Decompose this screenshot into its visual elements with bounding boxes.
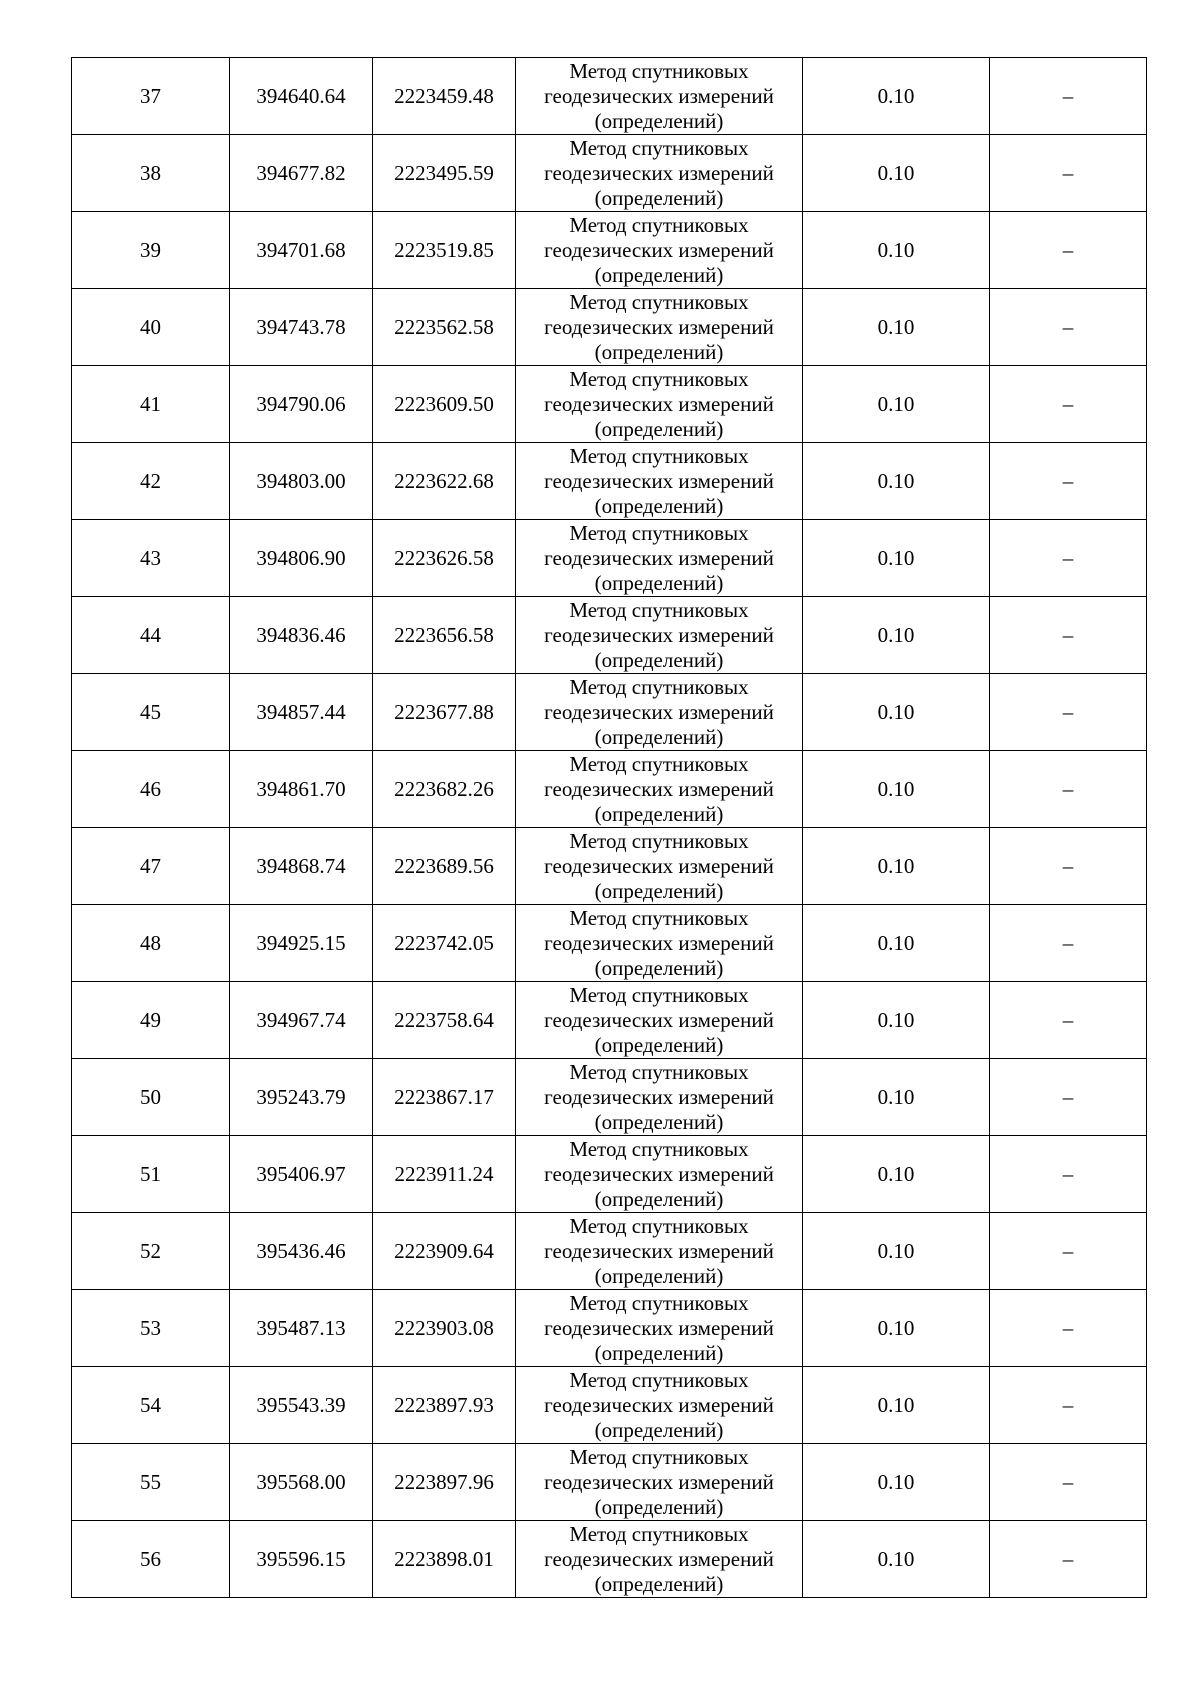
note-cell: – xyxy=(990,982,1147,1059)
method-text-line: Метод спутниковых xyxy=(569,828,749,853)
accuracy-cell: 0.10 xyxy=(803,1444,990,1521)
x-coordinate-cell: 394677.82 xyxy=(230,135,373,212)
y-coordinate-cell: 2223622.68 xyxy=(373,443,516,520)
y-coordinate-cell: 2223909.64 xyxy=(373,1213,516,1290)
method-text-line: геодезических измерений xyxy=(544,391,774,416)
method-text-line: геодезических измерений xyxy=(544,853,774,878)
method-text-line: геодезических измерений xyxy=(544,776,774,801)
method-text-line: Метод спутниковых xyxy=(569,366,749,391)
table-row xyxy=(72,1136,1147,1213)
method-text-line: (определений) xyxy=(594,493,724,518)
point-number-cell: 55 xyxy=(72,1444,230,1521)
method-cell xyxy=(516,520,803,597)
accuracy-cell: 0.10 xyxy=(803,1213,990,1290)
y-coordinate-cell: 2223626.58 xyxy=(373,520,516,597)
method-text-line: геодезических измерений xyxy=(544,468,774,493)
x-coordinate-cell: 395243.79 xyxy=(230,1059,373,1136)
method-text-line: геодезических измерений xyxy=(544,237,774,262)
point-number-cell: 37 xyxy=(72,58,230,135)
method-cell xyxy=(516,1367,803,1444)
table-row xyxy=(72,212,1147,289)
method-cell xyxy=(516,674,803,751)
x-coordinate-cell: 394861.70 xyxy=(230,751,373,828)
method-text-line: (определений) xyxy=(594,878,724,903)
accuracy-cell: 0.10 xyxy=(803,212,990,289)
y-coordinate-cell: 2223867.17 xyxy=(373,1059,516,1136)
method-text-line: (определений) xyxy=(594,108,724,133)
method-text-line: геодезических измерений xyxy=(544,930,774,955)
y-coordinate-cell: 2223897.93 xyxy=(373,1367,516,1444)
y-coordinate-cell: 2223459.48 xyxy=(373,58,516,135)
method-cell xyxy=(516,443,803,520)
accuracy-cell: 0.10 xyxy=(803,1136,990,1213)
method-cell xyxy=(516,1136,803,1213)
note-cell: – xyxy=(990,289,1147,366)
method-text-line: геодезических измерений xyxy=(544,622,774,647)
note-cell: – xyxy=(990,58,1147,135)
method-text-line: (определений) xyxy=(594,1571,724,1596)
x-coordinate-cell: 394806.90 xyxy=(230,520,373,597)
accuracy-cell: 0.10 xyxy=(803,905,990,982)
method-text-line: Метод спутниковых xyxy=(569,212,749,237)
point-number-cell: 49 xyxy=(72,982,230,1059)
method-text-line: Метод спутниковых xyxy=(569,1444,749,1469)
point-number-cell: 56 xyxy=(72,1521,230,1598)
method-text-line: геодезических измерений xyxy=(544,1392,774,1417)
x-coordinate-cell: 395406.97 xyxy=(230,1136,373,1213)
accuracy-cell: 0.10 xyxy=(803,828,990,905)
method-text-line: Метод спутниковых xyxy=(569,982,749,1007)
method-text-line: Метод спутниковых xyxy=(569,443,749,468)
table-row xyxy=(72,1367,1147,1444)
table-row xyxy=(72,982,1147,1059)
table-row xyxy=(72,520,1147,597)
point-number-cell: 51 xyxy=(72,1136,230,1213)
x-coordinate-cell: 395543.39 xyxy=(230,1367,373,1444)
accuracy-cell: 0.10 xyxy=(803,982,990,1059)
method-text-line: Метод спутниковых xyxy=(569,751,749,776)
note-cell: – xyxy=(990,135,1147,212)
point-number-cell: 54 xyxy=(72,1367,230,1444)
y-coordinate-cell: 2223758.64 xyxy=(373,982,516,1059)
y-coordinate-cell: 2223609.50 xyxy=(373,366,516,443)
note-cell: – xyxy=(990,1213,1147,1290)
accuracy-cell: 0.10 xyxy=(803,1059,990,1136)
method-cell xyxy=(516,905,803,982)
point-number-cell: 47 xyxy=(72,828,230,905)
method-cell xyxy=(516,289,803,366)
method-text-line: Метод спутниковых xyxy=(569,58,749,83)
table-row xyxy=(72,443,1147,520)
x-coordinate-cell: 394868.74 xyxy=(230,828,373,905)
coordinates-table-body xyxy=(72,58,1147,1598)
point-number-cell: 52 xyxy=(72,1213,230,1290)
point-number-cell: 39 xyxy=(72,212,230,289)
note-cell: – xyxy=(990,828,1147,905)
method-cell xyxy=(516,1521,803,1598)
method-cell xyxy=(516,828,803,905)
x-coordinate-cell: 395436.46 xyxy=(230,1213,373,1290)
method-cell xyxy=(516,366,803,443)
method-text-line: Метод спутниковых xyxy=(569,1521,749,1546)
method-text-line: (определений) xyxy=(594,416,724,441)
method-text-line: (определений) xyxy=(594,801,724,826)
method-text-line: (определений) xyxy=(594,570,724,595)
y-coordinate-cell: 2223742.05 xyxy=(373,905,516,982)
method-text-line: Метод спутниковых xyxy=(569,597,749,622)
x-coordinate-cell: 394925.15 xyxy=(230,905,373,982)
method-text-line: Метод спутниковых xyxy=(569,1367,749,1392)
table-row xyxy=(72,366,1147,443)
note-cell: – xyxy=(990,1367,1147,1444)
note-cell: – xyxy=(990,520,1147,597)
method-text-line: геодезических измерений xyxy=(544,1161,774,1186)
note-cell: – xyxy=(990,366,1147,443)
table-row xyxy=(72,1290,1147,1367)
method-text-line: геодезических измерений xyxy=(544,545,774,570)
method-cell xyxy=(516,597,803,674)
x-coordinate-cell: 394743.78 xyxy=(230,289,373,366)
method-text-line: (определений) xyxy=(594,339,724,364)
table-row xyxy=(72,674,1147,751)
note-cell: – xyxy=(990,212,1147,289)
method-text-line: геодезических измерений xyxy=(544,1238,774,1263)
method-text-line: Метод спутниковых xyxy=(569,289,749,314)
method-cell xyxy=(516,1213,803,1290)
y-coordinate-cell: 2223677.88 xyxy=(373,674,516,751)
point-number-cell: 44 xyxy=(72,597,230,674)
x-coordinate-cell: 394967.74 xyxy=(230,982,373,1059)
method-text-line: геодезических измерений xyxy=(544,1007,774,1032)
x-coordinate-cell: 394640.64 xyxy=(230,58,373,135)
method-cell xyxy=(516,58,803,135)
table-row xyxy=(72,289,1147,366)
method-text-line: (определений) xyxy=(594,1109,724,1134)
coordinates-table xyxy=(71,57,1147,1598)
method-cell xyxy=(516,751,803,828)
method-text-line: Метод спутниковых xyxy=(569,1290,749,1315)
method-text-line: геодезических измерений xyxy=(544,1546,774,1571)
note-cell: – xyxy=(990,1521,1147,1598)
method-text-line: геодезических измерений xyxy=(544,314,774,339)
method-cell xyxy=(516,212,803,289)
accuracy-cell: 0.10 xyxy=(803,1521,990,1598)
accuracy-cell: 0.10 xyxy=(803,520,990,597)
x-coordinate-cell: 394857.44 xyxy=(230,674,373,751)
point-number-cell: 41 xyxy=(72,366,230,443)
note-cell: – xyxy=(990,751,1147,828)
x-coordinate-cell: 394836.46 xyxy=(230,597,373,674)
method-text-line: геодезических измерений xyxy=(544,1469,774,1494)
x-coordinate-cell: 394803.00 xyxy=(230,443,373,520)
x-coordinate-cell: 395568.00 xyxy=(230,1444,373,1521)
method-text-line: Метод спутниковых xyxy=(569,520,749,545)
table-row xyxy=(72,1213,1147,1290)
method-text-line: (определений) xyxy=(594,1417,724,1442)
accuracy-cell: 0.10 xyxy=(803,1367,990,1444)
method-cell xyxy=(516,1444,803,1521)
method-text-line: (определений) xyxy=(594,1340,724,1365)
method-text-line: Метод спутниковых xyxy=(569,905,749,930)
method-text-line: геодезических измерений xyxy=(544,699,774,724)
method-text-line: Метод спутниковых xyxy=(569,1213,749,1238)
x-coordinate-cell: 394701.68 xyxy=(230,212,373,289)
method-text-line: геодезических измерений xyxy=(544,1315,774,1340)
note-cell: – xyxy=(990,597,1147,674)
method-text-line: (определений) xyxy=(594,1032,724,1057)
method-text-line: геодезических измерений xyxy=(544,83,774,108)
accuracy-cell: 0.10 xyxy=(803,135,990,212)
table-row xyxy=(72,905,1147,982)
x-coordinate-cell: 395596.15 xyxy=(230,1521,373,1598)
point-number-cell: 43 xyxy=(72,520,230,597)
note-cell: – xyxy=(990,674,1147,751)
y-coordinate-cell: 2223495.59 xyxy=(373,135,516,212)
accuracy-cell: 0.10 xyxy=(803,58,990,135)
table-row xyxy=(72,1059,1147,1136)
method-text-line: (определений) xyxy=(594,955,724,980)
x-coordinate-cell: 395487.13 xyxy=(230,1290,373,1367)
note-cell: – xyxy=(990,1290,1147,1367)
x-coordinate-cell: 394790.06 xyxy=(230,366,373,443)
table-row xyxy=(72,1444,1147,1521)
method-text-line: (определений) xyxy=(594,1494,724,1519)
accuracy-cell: 0.10 xyxy=(803,366,990,443)
accuracy-cell: 0.10 xyxy=(803,751,990,828)
method-cell xyxy=(516,1290,803,1367)
method-cell xyxy=(516,1059,803,1136)
method-text-line: (определений) xyxy=(594,1186,724,1211)
point-number-cell: 53 xyxy=(72,1290,230,1367)
point-number-cell: 38 xyxy=(72,135,230,212)
y-coordinate-cell: 2223562.58 xyxy=(373,289,516,366)
table-row xyxy=(72,828,1147,905)
point-number-cell: 46 xyxy=(72,751,230,828)
y-coordinate-cell: 2223682.26 xyxy=(373,751,516,828)
table-row xyxy=(72,597,1147,674)
method-text-line: геодезических измерений xyxy=(544,1084,774,1109)
accuracy-cell: 0.10 xyxy=(803,443,990,520)
note-cell: – xyxy=(990,1444,1147,1521)
note-cell: – xyxy=(990,443,1147,520)
point-number-cell: 48 xyxy=(72,905,230,982)
accuracy-cell: 0.10 xyxy=(803,674,990,751)
table-row xyxy=(72,135,1147,212)
method-text-line: (определений) xyxy=(594,647,724,672)
method-cell xyxy=(516,982,803,1059)
y-coordinate-cell: 2223911.24 xyxy=(373,1136,516,1213)
method-text-line: Метод спутниковых xyxy=(569,1136,749,1161)
note-cell: – xyxy=(990,905,1147,982)
method-text-line: (определений) xyxy=(594,724,724,749)
accuracy-cell: 0.10 xyxy=(803,289,990,366)
method-text-line: Метод спутниковых xyxy=(569,135,749,160)
note-cell: – xyxy=(990,1136,1147,1213)
y-coordinate-cell: 2223903.08 xyxy=(373,1290,516,1367)
point-number-cell: 40 xyxy=(72,289,230,366)
method-text-line: (определений) xyxy=(594,262,724,287)
method-text-line: Метод спутниковых xyxy=(569,1059,749,1084)
table-row xyxy=(72,751,1147,828)
y-coordinate-cell: 2223897.96 xyxy=(373,1444,516,1521)
accuracy-cell: 0.10 xyxy=(803,597,990,674)
method-text-line: Метод спутниковых xyxy=(569,674,749,699)
accuracy-cell: 0.10 xyxy=(803,1290,990,1367)
table-row xyxy=(72,58,1147,135)
point-number-cell: 50 xyxy=(72,1059,230,1136)
method-text-line: (определений) xyxy=(594,1263,724,1288)
y-coordinate-cell: 2223519.85 xyxy=(373,212,516,289)
y-coordinate-cell: 2223689.56 xyxy=(373,828,516,905)
point-number-cell: 45 xyxy=(72,674,230,751)
y-coordinate-cell: 2223898.01 xyxy=(373,1521,516,1598)
method-cell xyxy=(516,135,803,212)
table-row xyxy=(72,1521,1147,1598)
method-text-line: (определений) xyxy=(594,185,724,210)
method-text-line: геодезических измерений xyxy=(544,160,774,185)
point-number-cell: 42 xyxy=(72,443,230,520)
y-coordinate-cell: 2223656.58 xyxy=(373,597,516,674)
note-cell: – xyxy=(990,1059,1147,1136)
